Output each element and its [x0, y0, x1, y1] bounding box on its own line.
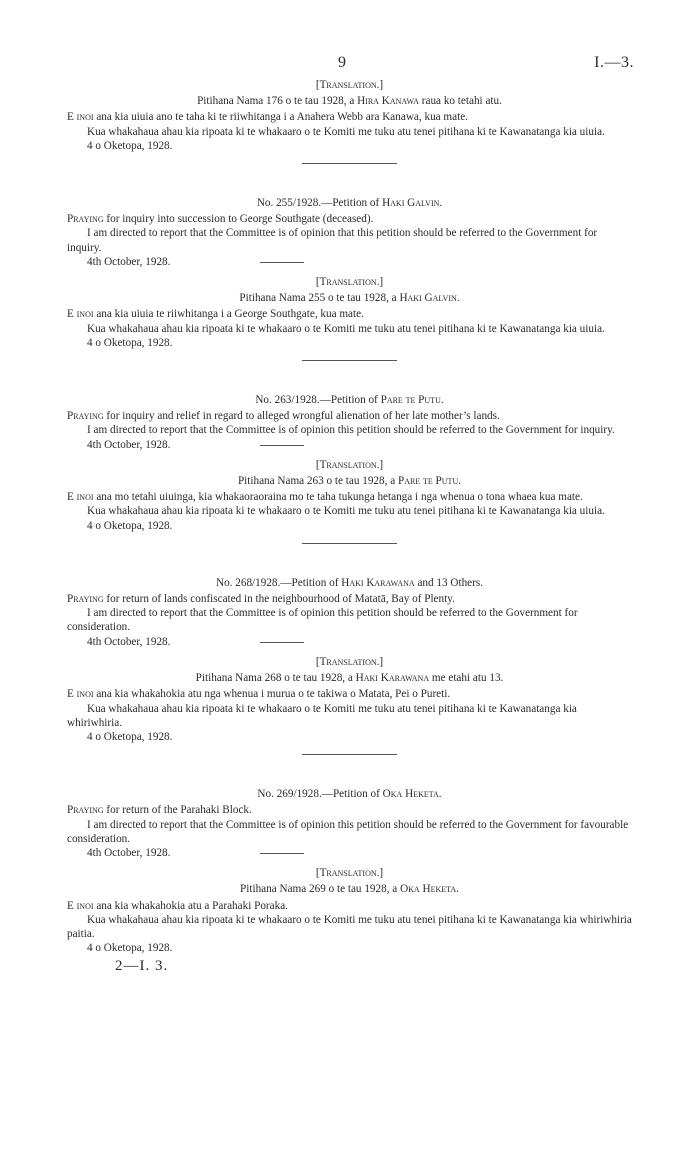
- translation-paragraph: E inoi ana kia whakahokia atu nga whenua i murua o te takiwa o Matata, Pei o Pureti.: [67, 688, 451, 701]
- report-date: 4th October, 1928.: [67, 846, 632, 860]
- petition-prayer: Praying for return of the Parahaki Block.: [67, 804, 252, 817]
- petition-263: [67, 393, 632, 544]
- translation-label: [Translation.]: [315, 867, 384, 880]
- translation-report: Kua whakahaua ahau kia ripoata ki te whakaaro o te Komiti me tuku atu tenei pitihana ki te Kawanatanga kia whiriwhiria.: [67, 702, 577, 729]
- paper-reference: I.—3.: [594, 54, 634, 71]
- translation-title: Pitihana Nama 255 o te tau 1928, a Haki Galvin.: [239, 292, 460, 305]
- translation-paragraph: E inoi ana kia uiuia te riiwhitanga i a George Southgate, kua mate.: [67, 308, 364, 321]
- translation-date: 4 o Oketopa, 1928.: [87, 519, 173, 532]
- translation-paragraph: E inoi ana mo tetahi uiuinga, kia whakaoraoraina mo te taha tukunga hetanga i nga whenua o tona whaea kua mate.: [67, 491, 583, 504]
- translation-report: Kua whakahaua ahau kia ripoata ki te whakaaro o te Komiti me tuku atu tenei pitihana ki te Kawanatanga kia uiuia.: [87, 505, 605, 518]
- translation-report: Kua whakahaua ahau kia ripoata ki te whakaaro o te Komiti me tuku atu tenei pitihana ki te Kawanatanga kia whiriwhiria paitia.: [67, 913, 632, 940]
- translation-label: [Translation.]: [315, 458, 384, 471]
- petition-title: No. 269/1928.—Petition of Oka Heketa.: [257, 788, 442, 801]
- committee-report: I am directed to report that the Committee is of opinion this petition should be referred to the Government for favourable consideration.: [67, 818, 629, 845]
- petition-title: No. 263/1928.—Petition of Pare te Putu.: [255, 394, 444, 407]
- section-divider: [302, 543, 397, 544]
- section-divider: [302, 163, 397, 164]
- petition-title: No. 255/1928.—Petition of Haki Galvin.: [256, 197, 443, 210]
- translation-label: [Translation.]: [315, 276, 384, 289]
- petition-prayer: Praying for return of lands confiscated in the neighbourhood of Matatā, Bay of Plenty.: [67, 593, 455, 606]
- petition-title: No. 268/1928.—Petition of Haki Karawana and 13 Others.: [215, 576, 484, 589]
- translation-date: 4 o Oketopa, 1928.: [87, 336, 173, 349]
- translation-date: 4 o Oketopa, 1928.: [87, 139, 173, 152]
- translation-label: [Translation.]: [315, 79, 384, 91]
- committee-report: I am directed to report that the Committee is of opinion this petition should be referred to the Government for consideration.: [67, 607, 578, 634]
- document-body: [67, 78, 632, 974]
- petition-269: [67, 787, 632, 955]
- petition-prayer: Praying for inquiry into succession to George Southgate (deceased).: [67, 213, 374, 226]
- petition-176-translation: [67, 78, 632, 164]
- short-rule: [260, 642, 304, 643]
- short-rule: [260, 262, 304, 263]
- translation-label: [Translation.]: [315, 655, 384, 668]
- section-divider: [302, 754, 397, 755]
- report-date: 4th October, 1928.: [67, 255, 632, 269]
- translation-report: Kua whakahaua ahau kia ripoata ki te whakaaro o te Komiti me tuku atu tenei pitihana ki te Kawanatanga kia uiuia.: [87, 125, 605, 138]
- translation-report: Kua whakahaua ahau kia ripoata ki te whakaaro o te Komiti me tuku atu tenei pitihana ki te Kawanatanga kia uiuia.: [87, 322, 605, 335]
- short-rule: [260, 445, 304, 446]
- report-date: 4th October, 1928.: [67, 635, 632, 649]
- translation-title: Pitihana Nama 263 o te tau 1928, a Pare te Putu.: [237, 475, 462, 488]
- page-number: 9: [338, 54, 346, 71]
- translation-date: 4 o Oketopa, 1928.: [87, 730, 173, 743]
- report-date: 4th October, 1928.: [67, 438, 632, 452]
- translation-title: Pitihana Nama 176 o te tau 1928, a Hira Kanawa raua ko tetahi atu.: [197, 95, 502, 108]
- section-divider: [302, 360, 397, 361]
- translation-date: 4 o Oketopa, 1928.: [87, 942, 173, 955]
- petition-prayer: Praying for inquiry and relief in regard to alleged wrongful alienation of her late mother’s lands.: [67, 410, 500, 423]
- translation-title: Pitihana Nama 269 o te tau 1928, a Oka Heketa.: [240, 883, 459, 896]
- short-rule: [260, 853, 304, 854]
- petition-255: [67, 196, 632, 361]
- translation-title: Pitihana Nama 268 o te tau 1928, a Haki Karawana me etahi atu 13.: [195, 672, 504, 685]
- signature-mark: 2—I. 3.: [115, 958, 169, 975]
- committee-report: I am directed to report that the Committee is of opinion this petition should be referred to the Government for inquiry.: [87, 424, 615, 437]
- page-folio: [0, 54, 700, 74]
- translation-paragraph: E inoi ana kia whakahokia atu a Parahaki Poraka.: [67, 899, 288, 912]
- translation-paragraph: E inoi ana kia uiuia ano te taha ki te riiwhitanga i a Anahera Webb ara Kanawa, kua mate.: [67, 111, 468, 124]
- committee-report: I am directed to report that the Committee is of opinion that this petition should be referred to the Government for inquiry.: [67, 227, 598, 254]
- petition-268: [67, 576, 632, 755]
